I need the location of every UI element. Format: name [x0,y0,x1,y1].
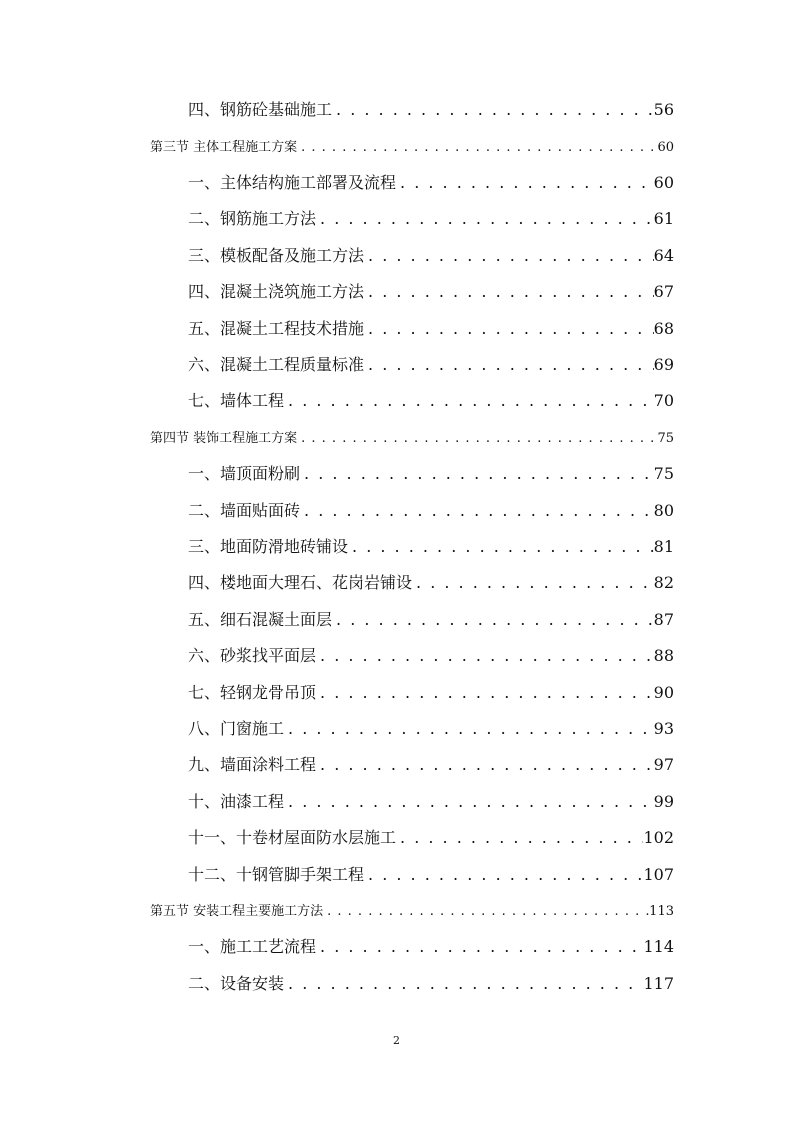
toc-entry-page: 61 [653,209,674,228]
toc-entry-label: 十、油漆工程 [188,792,285,811]
toc-entry-page: 68 [653,319,674,338]
toc-entry[interactable] [188,607,674,630]
toc-leader-dots [284,391,654,410]
toc-entry-page: 80 [653,501,674,520]
toc-entry-page: 75 [657,431,674,446]
toc-entry[interactable] [188,680,674,703]
toc-entry-page: 107 [643,865,674,884]
toc-entry-label: 第四节 装饰工程施工方案 [150,431,298,446]
toc-entry-label: 四、钢筋砼基础施工 [188,100,333,119]
toc-entry[interactable] [188,243,674,266]
toc-entry-page: 117 [643,974,674,993]
toc-entry[interactable] [188,862,674,885]
toc-entry-label: 十一、十卷材屋面防水层施工 [188,828,397,847]
toc-entry[interactable] [188,971,674,994]
toc-entry-page: 81 [653,537,674,556]
toc-entry-label: 六、混凝土工程质量标准 [188,355,365,374]
toc-entry-page: 60 [653,173,674,192]
toc-entry-label: 五、细石混凝土面层 [188,610,333,629]
toc-entry-label: 第三节 主体工程施工方案 [150,140,298,155]
toc-entry-page: 114 [643,937,674,956]
toc-entry[interactable] [188,352,674,375]
toc-entry-label: 十二、十钢管脚手架工程 [188,865,365,884]
toc-entry-label: 二、钢筋施工方法 [188,209,317,228]
toc-leader-dots [284,719,654,738]
toc-leader-dots [323,904,649,919]
toc-leader-dots [364,355,654,374]
page-number: 2 [393,1034,400,1047]
toc-entry-page: 64 [653,246,674,265]
toc-leader-dots [284,792,654,811]
toc-entry-label: 一、墙顶面粉刷 [188,464,301,483]
toc-entry[interactable] [188,97,674,120]
toc-entry-page: 93 [653,719,674,738]
toc-leader-dots [364,319,654,338]
toc-entry-label: 八、门窗施工 [188,719,285,738]
toc-leader-dots [316,755,654,774]
toc-entry-page: 97 [653,755,674,774]
toc-leader-dots [316,683,654,702]
toc-entry[interactable] [188,752,674,775]
toc-entry[interactable] [188,570,674,593]
toc-entry[interactable] [188,934,674,957]
toc-leader-dots [364,246,654,265]
toc-leader-dots [396,173,654,192]
toc-entry-label: 一、主体结构施工部署及流程 [188,173,397,192]
toc-leader-dots [297,431,657,446]
toc-entry[interactable] [188,461,674,484]
toc-entry-page: 67 [653,282,674,301]
toc-leader-dots [316,646,654,665]
toc-entry-label: 三、地面防滑地砖铺设 [188,537,349,556]
toc-entry-label: 七、轻钢龙骨吊顶 [188,683,317,702]
toc-entry-page: 69 [653,355,674,374]
toc-leader-dots [348,537,654,556]
toc-section-heading[interactable] [150,136,674,155]
toc-leader-dots [364,865,643,884]
toc-leader-dots [300,501,654,520]
toc-entry[interactable] [188,534,674,557]
toc-entry-label: 六、砂浆找平面层 [188,646,317,665]
toc-section-heading[interactable] [150,900,674,919]
toc-entry[interactable] [188,279,674,302]
toc-entry-page: 90 [653,683,674,702]
toc-entry[interactable] [188,643,674,666]
toc-entry[interactable] [188,716,674,739]
toc-entry-page: 99 [653,792,674,811]
toc-entry[interactable] [188,498,674,521]
toc-entry-page: 113 [649,904,674,919]
toc-entry-page: 87 [653,610,674,629]
toc-entry[interactable] [188,316,674,339]
toc-entry-page: 88 [653,646,674,665]
toc-entry-label: 第五节 安装工程主要施工方法 [150,904,324,919]
toc-entry-page: 60 [657,140,674,155]
toc-leader-dots [332,610,654,629]
toc-entry-label: 二、墙面贴面砖 [188,501,301,520]
toc-entry[interactable] [188,825,674,848]
toc-section-heading[interactable] [150,427,674,446]
toc-entry-label: 三、模板配备及施工方法 [188,246,365,265]
toc-entry[interactable] [188,170,674,193]
toc-entry[interactable] [188,388,674,411]
toc-leader-dots [316,937,643,956]
toc-entry-label: 一、施工工艺流程 [188,937,317,956]
toc-entry-label: 四、混凝土浇筑施工方法 [188,282,365,301]
toc-leader-dots [396,828,643,847]
toc-entry[interactable] [188,789,674,812]
toc-entry-label: 七、墙体工程 [188,391,285,410]
toc-entry-page: 75 [653,464,674,483]
toc-leader-dots [316,209,654,228]
toc-entry[interactable] [188,206,674,229]
toc-leader-dots [332,100,654,119]
toc-entry-page: 82 [653,573,674,592]
toc-entry-label: 五、混凝土工程技术措施 [188,319,365,338]
toc-leader-dots [412,573,654,592]
toc-entry-page: 56 [653,100,674,119]
toc-entry-page: 102 [643,828,674,847]
toc-leader-dots [300,464,654,483]
toc-leader-dots [297,140,657,155]
toc-entry-label: 九、墙面涂料工程 [188,755,317,774]
toc-entry-page: 70 [653,391,674,410]
toc-leader-dots [284,974,643,993]
toc-entry-label: 二、设备安装 [188,974,285,993]
toc-leader-dots [364,282,654,301]
toc-entry-label: 四、楼地面大理石、花岗岩铺设 [188,573,413,592]
